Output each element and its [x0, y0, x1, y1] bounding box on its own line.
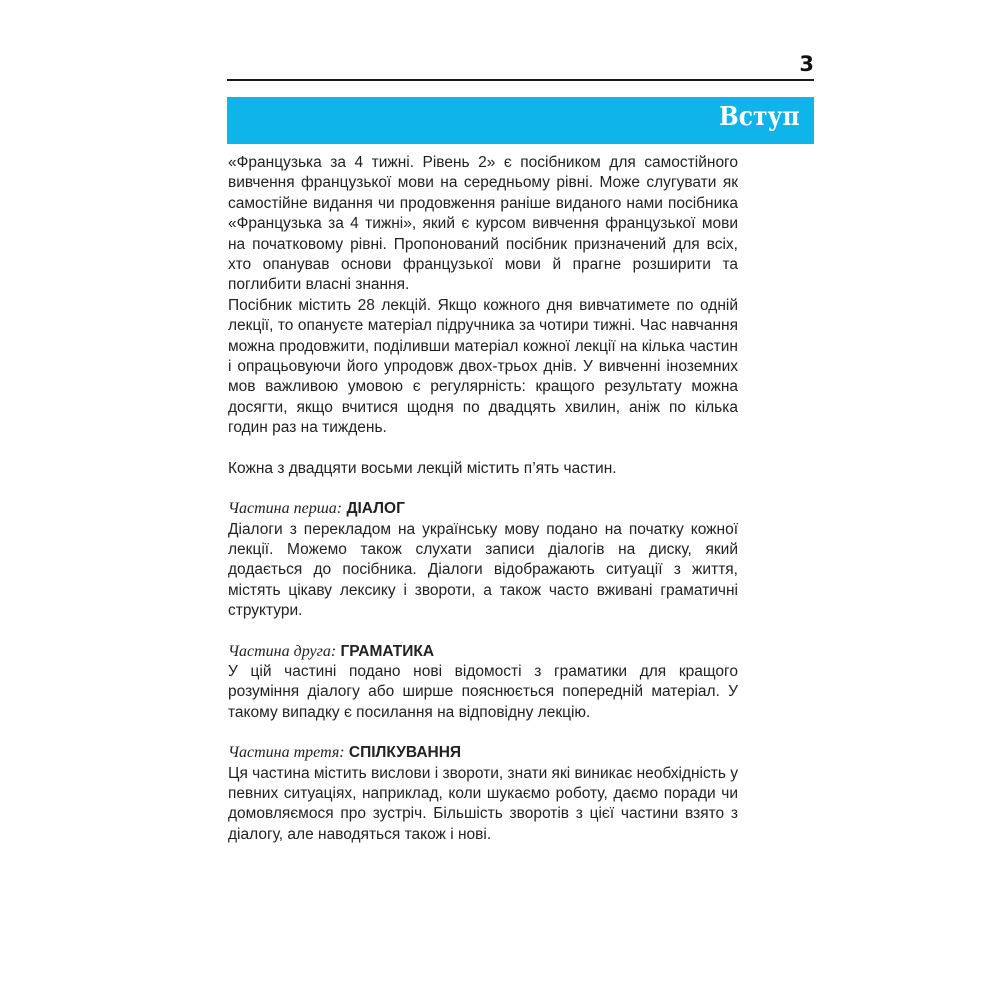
- section-heading: [228, 499, 738, 519]
- section-text: Діалоги з перекладом на українську мову подано на початку кожної лекції. Можемо також слухати записи діалогів на диску, який додається до посібника. Діалоги відображають ситуації з життя, містять цікаву лексику і звороти, а також часто вживані граматичні структури.: [228, 520, 738, 620]
- section-text: У цій частині подано нові відомості з граматики для кращого розуміння діалогу або ширше пояснюється попередній матеріал. У такому випадку є посилання на відповідну лекцію.: [228, 662, 738, 721]
- paragraph-gap: [228, 723, 738, 743]
- section-label: Частина друга:: [228, 642, 337, 660]
- section-title: ДІАЛОГ: [346, 500, 405, 518]
- paragraph-gap: [228, 439, 738, 459]
- section-title: СПІЛКУВАННЯ: [348, 744, 462, 762]
- paragraph-gap: [228, 479, 738, 499]
- section-label: Частина третя:: [228, 744, 345, 762]
- intro-paragraph-3: Кожна з двадцяти восьми лекцій містить п’ять частин.: [228, 459, 617, 477]
- section-dialog: [228, 499, 738, 621]
- section-title: ГРАМАТИКА: [340, 642, 435, 660]
- intro-paragraph-1: «Французька за 4 тижні. Рівень 2» є посібником для самостійного вивчення французької мови на середньому рівні. Може слугувати як самостійне видання чи продовження раніше виданого нами посібника «Французька за 4 тижні», який є курсом вивчення французької мови на початковому рівні. Пропонований посібник призначений для всіх, хто опанував основи французької мови й прагне розширити та поглибити власні знання.: [228, 154, 738, 294]
- paragraph-gap: [228, 622, 738, 642]
- chapter-banner: [227, 97, 814, 144]
- section-heading: [228, 642, 738, 662]
- section-label: Частина перша:: [228, 500, 343, 518]
- chapter-title: Вступ: [719, 102, 800, 132]
- page-content: [228, 153, 738, 845]
- section-text: Ця частина містить вислови і звороти, знати які виникає необхідність у певних ситуаціях, наприклад, коли шукаємо роботу, даємо поради чи домовляємося про зустріч. Більшість зворотів з цієї частини взято з діалогу, але наводяться також і нові.: [228, 764, 738, 843]
- intro-paragraph-2: Посібник містить 28 лекцій. Якщо кожного дня вивчатимете по одній лекції, то опануєте матеріал підручника за чотири тижні. Час навчання можна продовжити, поділивши матеріал кожної лекції на кілька частин і опрацьовуючи його упродовж двох-трьох днів. У вивченні іноземних мов важливою умовою є регулярність: кращого результату можна досягти, якщо вчитися щодня по двадцять хвилин, аніж по кілька годин раз на тиждень.: [228, 296, 738, 437]
- section-heading: [228, 743, 738, 763]
- header-rule: [227, 79, 814, 81]
- section-communication: [228, 743, 738, 845]
- section-grammar: [228, 642, 738, 724]
- page-number: 3: [799, 52, 814, 76]
